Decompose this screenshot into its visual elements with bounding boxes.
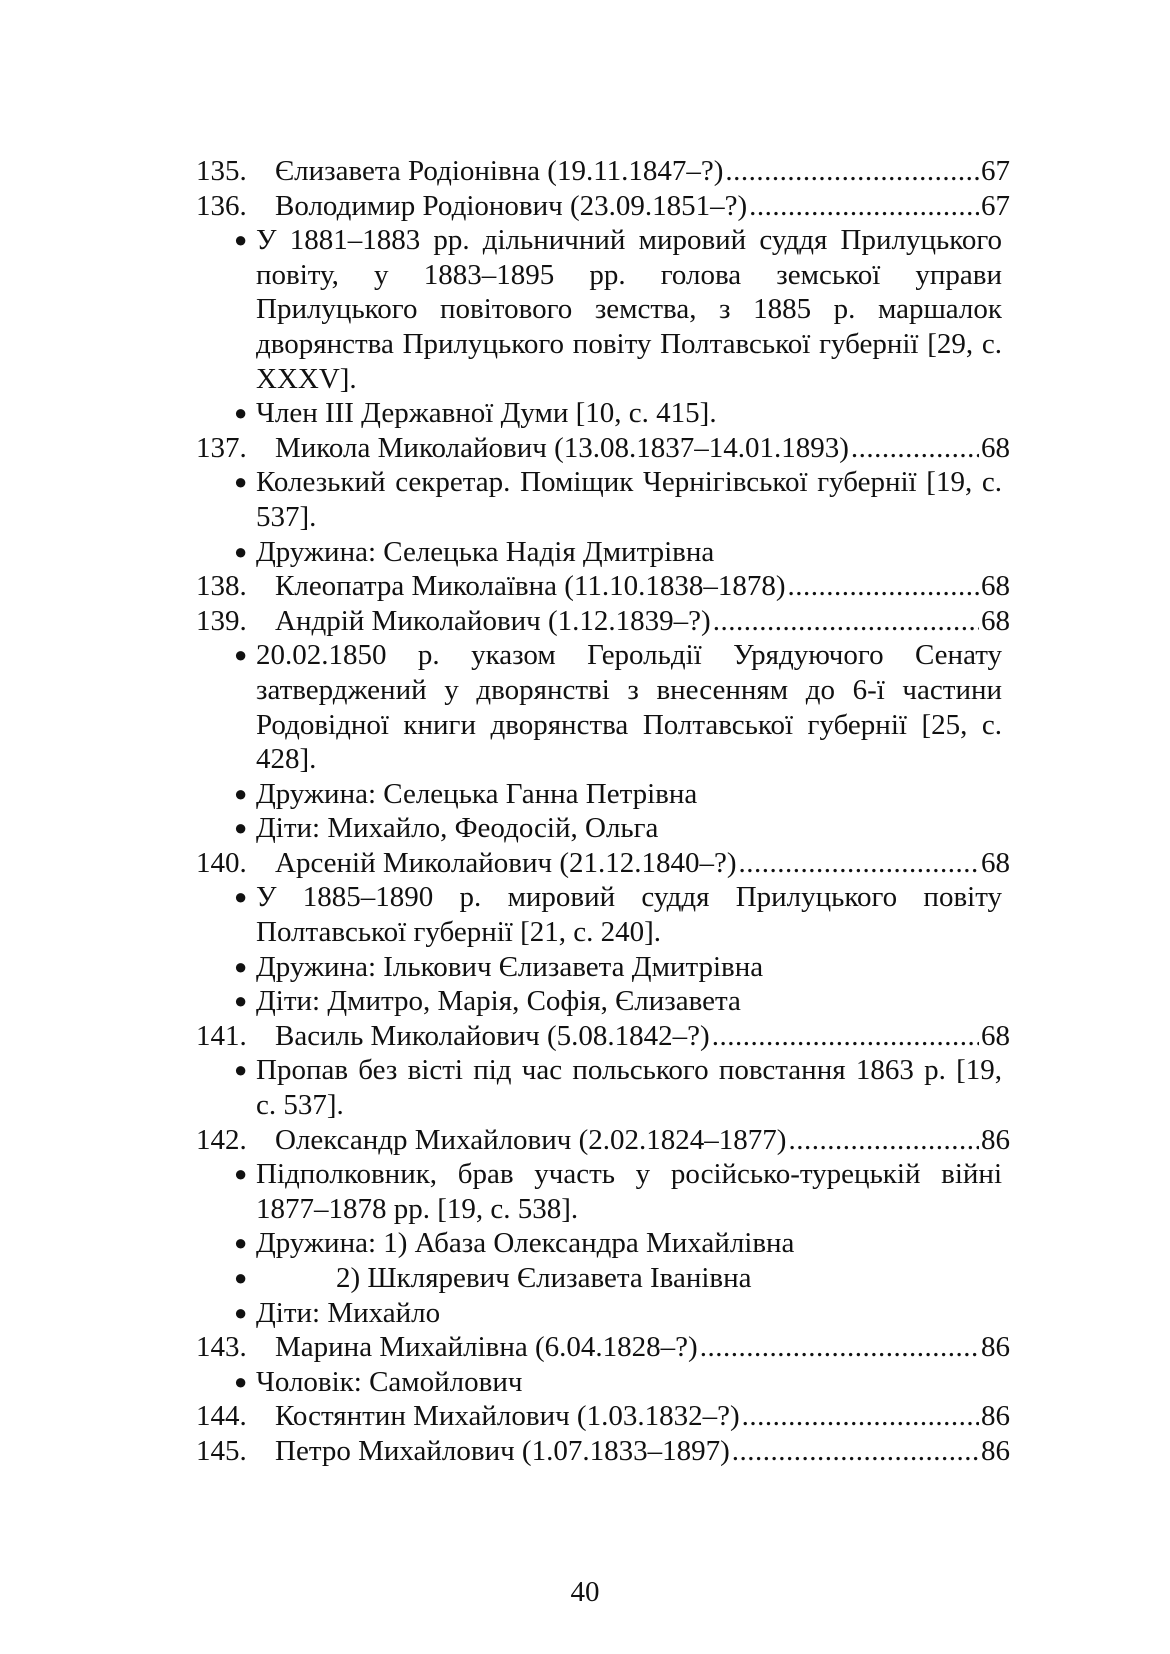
note-text: Член ІІІ Державної Думи [10, с. 415]. — [256, 397, 717, 430]
entry-page: 86 — [981, 1123, 1010, 1156]
entry-note — [234, 777, 1002, 812]
entry-note — [234, 535, 1002, 570]
dot-leader — [851, 431, 979, 466]
note-text: Чоловік: Самойлович — [256, 1365, 523, 1398]
bullet-icon: ● — [234, 953, 248, 979]
bullet-icon: ● — [234, 538, 248, 564]
entry-136 — [196, 189, 1010, 224]
entry-note — [234, 223, 1002, 396]
entry-note — [234, 1157, 1002, 1226]
entry-140 — [196, 846, 1010, 881]
dot-leader — [742, 1399, 979, 1434]
entry-name: Микола Миколайович (13.08.1837–14.01.1893) — [275, 431, 849, 464]
entry-page: 68 — [981, 604, 1010, 637]
entry-note — [234, 880, 1002, 949]
bullet-icon: ● — [234, 780, 248, 806]
entry-note — [234, 1226, 1002, 1261]
note-text: Підполковник, брав участь у російсько-турецькій війні 1877–1878 рр. [19, с. 538]. — [256, 1158, 1002, 1225]
entry-note — [234, 396, 1002, 431]
entry-name: Марина Михайлівна (6.04.1828–?) — [275, 1331, 698, 1364]
entry-142 — [196, 1123, 1010, 1158]
entry-number: 141. — [196, 1019, 247, 1052]
bullet-icon: ● — [234, 1057, 248, 1083]
entry-page: 68 — [981, 570, 1010, 603]
entry-note — [234, 1365, 1002, 1400]
entry-note — [234, 638, 1002, 776]
entry-number: 144. — [196, 1400, 247, 1433]
note-text: Діти: Михайло — [256, 1296, 441, 1329]
entry-number: 139. — [196, 604, 247, 637]
entry-name: Володимир Родіонович (23.09.1851–?) — [275, 189, 748, 222]
note-text: Пропав без вісті під час польського повстання 1863 р. [19, с. 537]. — [256, 1054, 1002, 1122]
entry-note — [234, 984, 1002, 1019]
note-text: У 1881–1883 рр. дільничний мировий суддя Прилуцького повіту, у 1883–1895 рр. голова земської управи Прилуцького повітового земства, з 1885 р. маршалок дворянства Прилуцького повіту Полтавської губернії [29, с. XXXV]. — [256, 224, 1002, 395]
entry-name: Клеопатра Миколаївна (11.10.1838–1878) — [275, 570, 786, 603]
entry-name: Василь Миколайович (5.08.1842–?) — [275, 1019, 710, 1052]
entry-number: 135. — [196, 155, 247, 187]
dot-leader — [788, 1123, 979, 1158]
note-text: Дружина: Селецька Надія Дмитрівна — [256, 535, 715, 568]
entry-page: 68 — [981, 431, 1010, 464]
entry-page: 86 — [981, 1434, 1010, 1467]
entry-page: 68 — [981, 1019, 1010, 1052]
entry-number: 137. — [196, 431, 247, 464]
entry-name: Петро Михайлович (1.07.1833–1897) — [275, 1434, 730, 1467]
entry-145 — [196, 1434, 1010, 1469]
bullet-icon: ● — [234, 1161, 248, 1187]
bullet-icon: ● — [234, 1368, 248, 1394]
entry-number: 145. — [196, 1434, 247, 1467]
entry-144 — [196, 1399, 1010, 1434]
entry-141 — [196, 1019, 1010, 1054]
dot-leader — [732, 1434, 979, 1469]
entry-name: Арсеній Миколайович (21.12.1840–?) — [275, 846, 737, 879]
entry-name: Єлизавета Родіонівна (19.11.1847–?) — [275, 155, 724, 187]
entry-number: 136. — [196, 189, 247, 222]
bullet-icon: ● — [234, 988, 248, 1014]
bullet-icon: ● — [234, 1230, 248, 1256]
entry-number: 140. — [196, 846, 247, 879]
entry-note — [234, 811, 1002, 846]
entry-page: 86 — [981, 1400, 1010, 1433]
entry-number: 143. — [196, 1331, 247, 1364]
entry-page: 67 — [981, 189, 1010, 222]
note-text: 2) Шкляревич Єлизавета Іванівна — [336, 1262, 752, 1294]
entry-page: 68 — [981, 846, 1010, 879]
bullet-icon: ● — [234, 400, 248, 426]
entry-name: Олександр Михайлович (2.02.1824–1877) — [275, 1123, 787, 1156]
note-text: 20.02.1850 р. указом Герольдії Урядуючого Сенату затверджений у дворянстві з внесенням до 6-ї частини Родовідної книги дворянства Полтавської губернії [25, с. 428]. — [256, 639, 1002, 776]
bullet-icon: ● — [234, 642, 248, 668]
dot-leader — [739, 846, 979, 881]
entry-list — [196, 154, 1010, 1469]
dot-leader — [725, 154, 979, 189]
bullet-icon: ● — [234, 469, 248, 495]
note-text: Колезький секретар. Поміщик Чернігівської губернії [19, с. 537]. — [256, 466, 1002, 533]
dot-leader — [713, 604, 979, 639]
entry-number: 138. — [196, 570, 247, 603]
dot-leader — [788, 569, 980, 604]
bullet-icon: ● — [234, 227, 248, 253]
bullet-icon: ● — [234, 1265, 248, 1290]
entry-note — [234, 950, 1002, 985]
note-text: Дружина: Ількович Єлизавета Дмитрівна — [256, 950, 764, 983]
note-text: Діти: Михайло, Феодосій, Ольга — [256, 812, 659, 845]
entry-page: 86 — [981, 1331, 1010, 1364]
entry-name: Андрій Миколайович (1.12.1839–?) — [275, 604, 711, 637]
bullet-icon: ● — [234, 815, 248, 841]
note-text: У 1885–1890 р. мировий суддя Прилуцького повіту Полтавської губернії [21, с. 240]. — [256, 881, 1002, 949]
dot-leader — [712, 1019, 979, 1054]
entry-139 — [196, 604, 1010, 639]
page-number: 40 — [570, 1576, 600, 1608]
entry-note — [234, 1261, 1002, 1296]
entry-135 — [196, 154, 1010, 189]
entry-page: 67 — [981, 155, 1010, 187]
note-text: Дружина: Селецька Ганна Петрівна — [256, 777, 698, 810]
entry-name: Костянтин Михайлович (1.03.1832–?) — [275, 1400, 740, 1433]
entry-137 — [196, 431, 1010, 466]
note-text: Дружина: 1) Абаза Олександра Михайлівна — [256, 1227, 795, 1260]
bullet-icon: ● — [234, 1299, 248, 1325]
entry-138 — [196, 569, 1010, 604]
dot-leader — [700, 1330, 979, 1365]
entry-note — [234, 1296, 1002, 1331]
note-text: Діти: Дмитро, Марія, Софія, Єлизавета — [256, 985, 741, 1018]
entry-number: 142. — [196, 1123, 247, 1156]
entry-note — [234, 1053, 1002, 1122]
dot-leader — [749, 189, 979, 224]
entry-143 — [196, 1330, 1010, 1365]
bullet-icon: ● — [234, 884, 248, 910]
entry-note — [234, 465, 1002, 534]
